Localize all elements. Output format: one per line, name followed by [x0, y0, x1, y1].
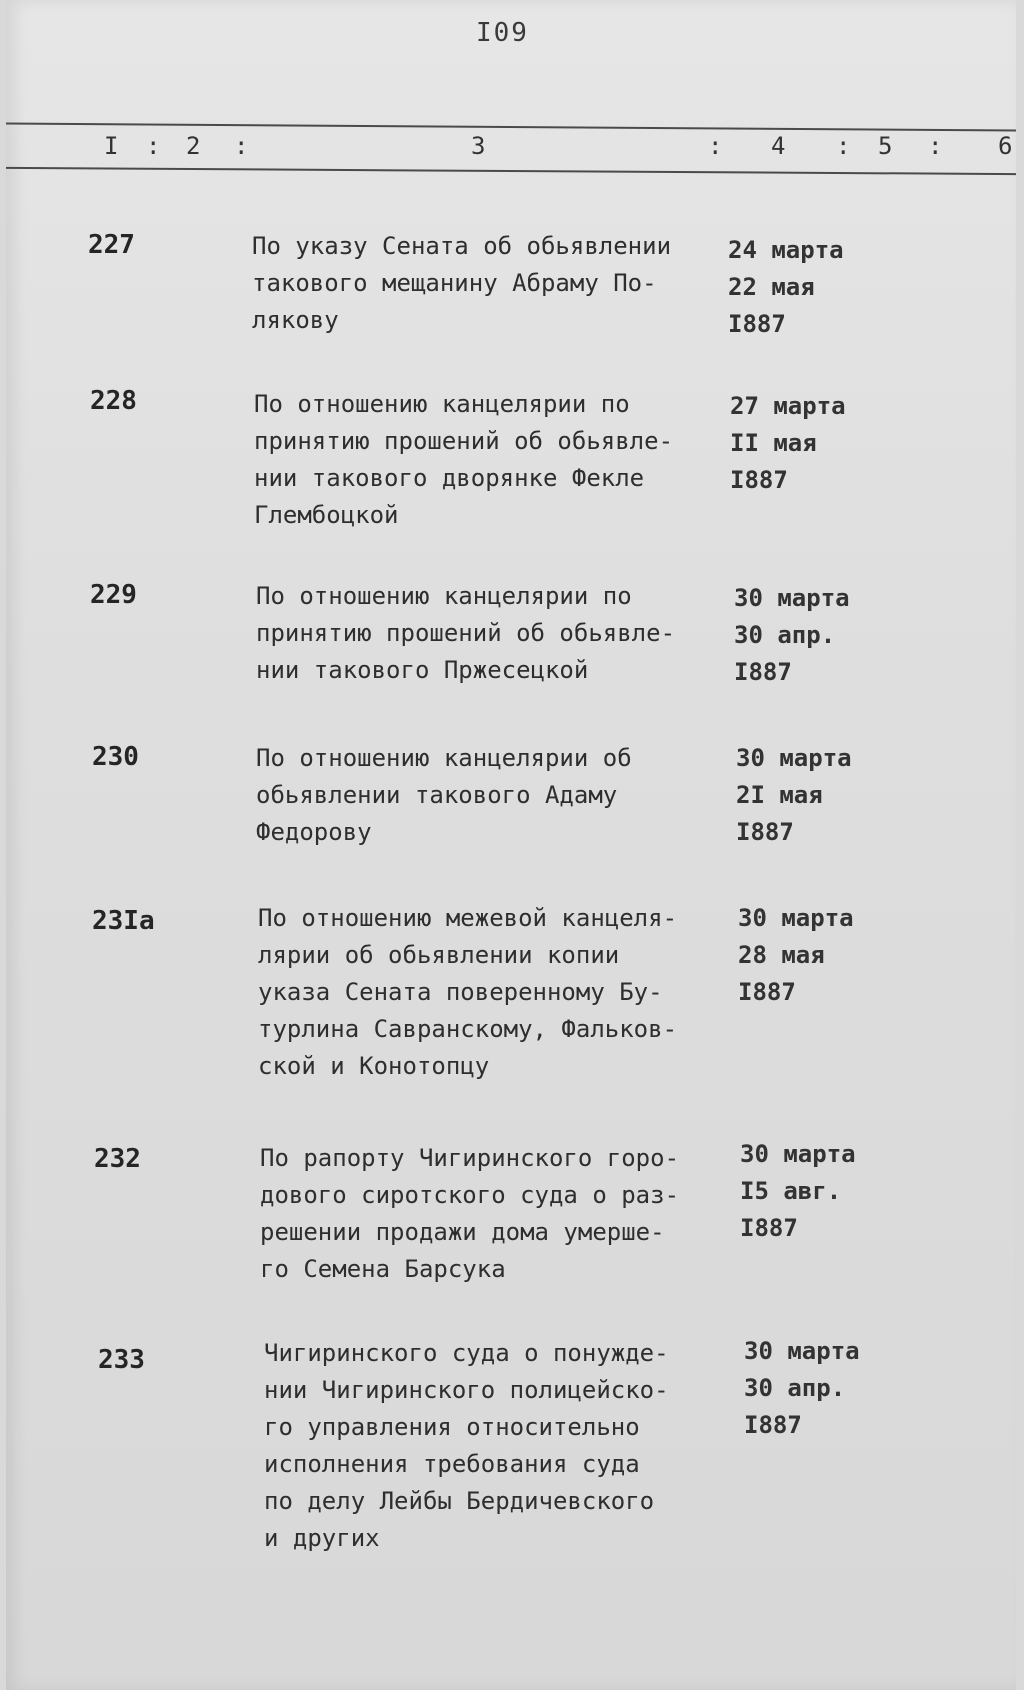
description-line: обьявлении такового Адаму	[256, 781, 618, 809]
column-separator: :	[836, 132, 851, 160]
description-line: нии Чигиринского полицейско-	[264, 1376, 669, 1404]
date-start: 30 марта	[738, 904, 854, 932]
date-year: I887	[740, 1214, 798, 1242]
date-start: 30 марта	[734, 584, 850, 612]
column-separator: :	[234, 132, 249, 160]
entry-number: 23Iа	[92, 906, 155, 936]
date-end: 22 мая	[728, 273, 815, 301]
date-end: II мая	[730, 429, 817, 457]
entry-description	[256, 740, 726, 851]
description-line: такового мещанину Абраму По-	[252, 269, 657, 297]
date-end: 30 апр.	[734, 621, 836, 649]
description-line: турлина Савранскому, Фальков-	[258, 1015, 678, 1043]
entry-dates	[728, 232, 844, 343]
description-line: и других	[264, 1524, 380, 1552]
date-start: 30 марта	[744, 1337, 860, 1365]
date-year: I887	[736, 818, 794, 846]
date-start: 30 марта	[740, 1140, 856, 1168]
description-line: нии такового Пржесецкой	[256, 656, 589, 684]
description-line: Федорову	[256, 818, 372, 846]
document-page	[6, 0, 1016, 1690]
date-end: 30 апр.	[744, 1374, 846, 1402]
entry-dates	[740, 1136, 856, 1247]
description-line: Чигиринского суда о понужде-	[264, 1339, 669, 1367]
column-separator: :	[928, 132, 943, 160]
column-header: 5	[878, 132, 893, 160]
date-year: I887	[738, 978, 796, 1006]
description-line: лярии об обьявлении копии	[258, 941, 620, 969]
description-line: По рапорту Чигиринского горо-	[260, 1144, 680, 1172]
date-year: I887	[728, 310, 786, 338]
date-start: 30 марта	[736, 744, 852, 772]
description-line: По отношению канцелярии по	[256, 582, 632, 610]
date-end: 28 мая	[738, 941, 825, 969]
entry-description	[254, 386, 724, 534]
date-start: 24 марта	[728, 236, 844, 264]
header-rule-bottom	[6, 167, 1016, 175]
date-year: I887	[744, 1411, 802, 1439]
entry-dates	[734, 580, 850, 691]
description-line: исполнения требования суда	[264, 1450, 640, 1478]
entry-dates	[744, 1333, 860, 1444]
description-line: ской и Конотопцу	[258, 1052, 490, 1080]
date-year: I887	[734, 658, 792, 686]
description-line: го Семена Барсука	[260, 1255, 506, 1283]
column-separator: :	[708, 132, 723, 160]
header-rule-top	[6, 122, 1016, 131]
entry-description	[260, 1140, 730, 1288]
entry-number: 233	[98, 1345, 145, 1375]
description-line: По отношению канцелярии по	[254, 390, 630, 418]
column-separator: :	[146, 132, 161, 160]
entry-description	[252, 228, 722, 339]
entry-description	[258, 900, 728, 1085]
entry-number: 227	[88, 230, 135, 260]
entry-dates	[736, 740, 852, 851]
description-line: принятию прошений об обьявле-	[254, 427, 674, 455]
column-header: 6	[998, 132, 1013, 160]
entry-description	[256, 578, 726, 689]
entry-description	[264, 1335, 734, 1557]
description-line: По отношению межевой канцеля-	[258, 904, 678, 932]
date-end: I5 авг.	[740, 1177, 842, 1205]
description-line: лякову	[252, 306, 339, 334]
description-line: принятию прошений об обьявле-	[256, 619, 676, 647]
description-line: го управления относительно	[264, 1413, 640, 1441]
description-line: Глембоцкой	[254, 501, 399, 529]
description-line: решении продажи дома умерше-	[260, 1218, 665, 1246]
date-year: I887	[730, 466, 788, 494]
column-header: I	[104, 132, 119, 160]
entry-number: 228	[90, 386, 137, 416]
entry-dates	[738, 900, 854, 1011]
page-number: I09	[476, 18, 529, 48]
description-line: по делу Лейбы Бердичевского	[264, 1487, 655, 1515]
entry-number: 232	[94, 1144, 141, 1174]
column-header: 3	[471, 132, 486, 160]
description-line: указа Сената поверенному Бу-	[258, 978, 663, 1006]
column-header: 2	[186, 132, 201, 160]
entry-dates	[730, 388, 846, 499]
entry-number: 230	[92, 742, 139, 772]
column-headers	[6, 132, 1016, 168]
description-line: По указу Сената об обьявлении	[252, 232, 672, 260]
entry-number: 229	[90, 580, 137, 610]
description-line: нии такового дворянке Фекле	[254, 464, 645, 492]
description-line: По отношению канцелярии об	[256, 744, 632, 772]
column-header: 4	[771, 132, 786, 160]
date-end: 2I мая	[736, 781, 823, 809]
description-line: дового сиротского суда о раз-	[260, 1181, 680, 1209]
date-start: 27 марта	[730, 392, 846, 420]
